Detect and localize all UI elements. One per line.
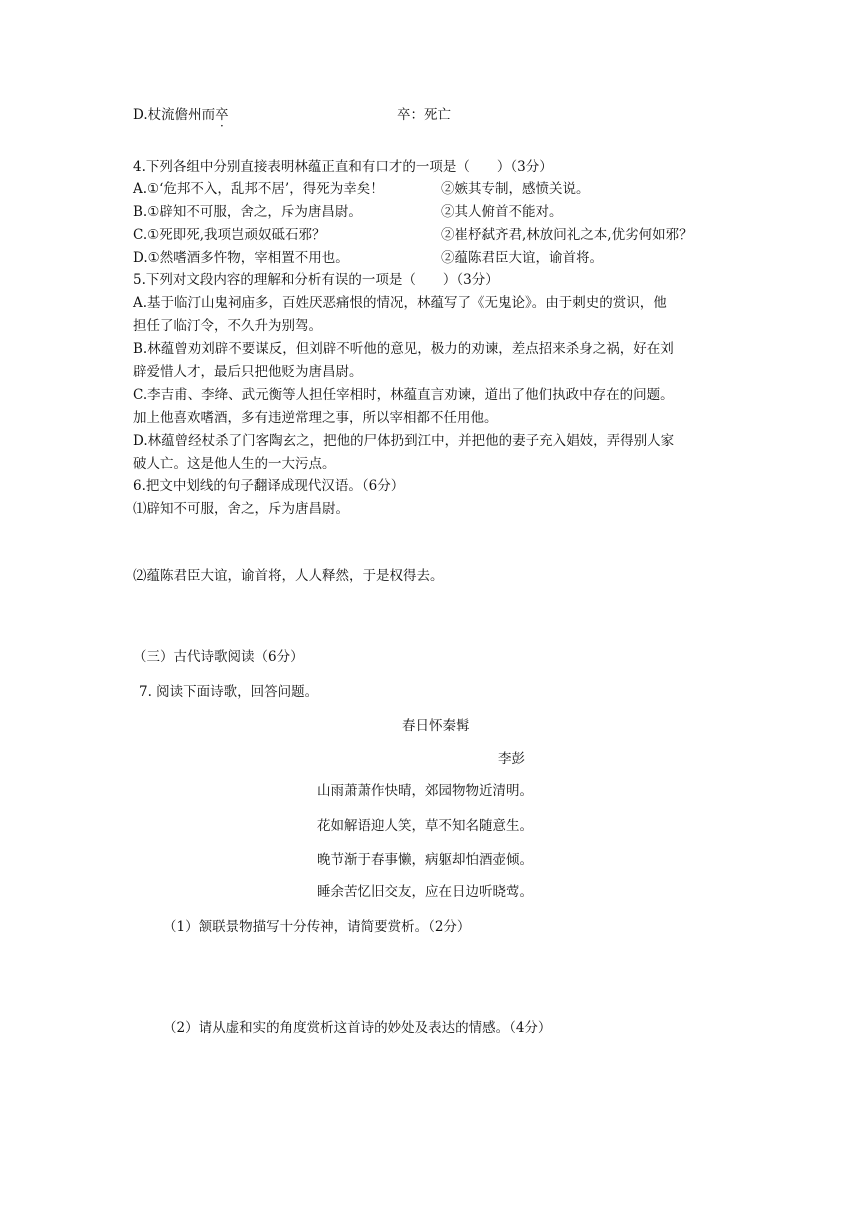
q4-stem: 4.下列各组中分别直接表明林蕴正直和有口才的一项是（ ）（3分） bbox=[133, 159, 553, 175]
q5-line: B.林蕴曾劝刘辟不要谋反，但刘辟不听他的意见，极力的劝谏，差点招来杀身之祸，好在刘 bbox=[133, 341, 674, 357]
q4-option-c2: ②崔杼弑齐君,林放问礼之本,优劣何如邪？ bbox=[441, 227, 693, 243]
q5-line: 破人亡。这是他人生的一大污点。 bbox=[133, 456, 336, 472]
q4-option-c1: C.①死即死,我项岂顽奴砥石邪？ bbox=[133, 227, 326, 243]
poem-line: 睡余苦忆旧交友，应在日边听晓莺。 bbox=[317, 884, 533, 900]
q4-option-a1: A.①‘危邦不入，乱邦不居’，得死为幸矣！ bbox=[133, 181, 384, 197]
q3-option-d bbox=[133, 105, 229, 125]
q7-stem: 7. 阅读下面诗歌，回答问题。 bbox=[139, 684, 319, 700]
q4-option-b2: ②其人俯首不能对。 bbox=[441, 204, 563, 220]
q4-option-d2: ②蕴陈君臣大谊，谕首将。 bbox=[441, 250, 603, 266]
q6-stem: 6.把文中划线的句子翻译成现代汉语。（6分） bbox=[133, 478, 405, 494]
q3-option-d-gloss: 卒：死亡 bbox=[397, 107, 451, 123]
q7-sub-2: （2）请从虚和实的角度赏析这首诗的妙处及表达的情感。（4分） bbox=[163, 1020, 552, 1036]
q3-option-d-text: D.杖流儋州而 bbox=[133, 107, 216, 123]
poem-title: 春日怀秦髯 bbox=[402, 718, 470, 734]
poem-line: 花如解语迎人笑，草不知名随意生。 bbox=[317, 818, 533, 834]
q4-option-a2: ②嫉其专制，感愤关说。 bbox=[441, 181, 590, 197]
q5-line: 担任了临汀令，不久升为别驾。 bbox=[133, 318, 322, 334]
q6-sentence-2: ⑵蕴陈君臣大谊，谕首将，人人释然，于是权得去。 bbox=[133, 568, 444, 584]
q4-option-b1: B.①辟知不可服，舍之，斥为唐昌尉。 bbox=[133, 204, 362, 220]
q5-line: C.李吉甫、李绛、武元衡等人担任宰相时，林蕴直言劝谏，道出了他们执政中存在的问题。 bbox=[133, 387, 674, 403]
q5-stem: 5.下列对文段内容的理解和分析有误的一项是（ ）（3分） bbox=[133, 272, 499, 288]
q5-line: 加上他喜欢嗜酒，多有违逆常理之事，所以宰相都不任用他。 bbox=[133, 410, 498, 426]
poem-author: 李彭 bbox=[498, 751, 525, 767]
q6-sentence-1: ⑴辟知不可服，舍之，斥为唐昌尉。 bbox=[133, 501, 349, 517]
poem-line: 晚节渐于春事懒，病躯却怕酒壶倾。 bbox=[317, 852, 533, 868]
q7-sub-1: （1）颔联景物描写十分传神，请简要赏析。（2分） bbox=[163, 919, 471, 935]
section-heading: （三）古代诗歌阅读（6分） bbox=[133, 649, 304, 665]
q5-line: A.基于临汀山鬼祠庙多，百姓厌恶痛恨的情况，林蕴写了《无鬼论》。由于刺史的赏识，他 bbox=[133, 295, 667, 311]
poem-line: 山雨萧萧作快晴，郊园物物近清明。 bbox=[317, 783, 533, 799]
q5-line: 辟爱惜人才，最后只把他贬为唐昌尉。 bbox=[133, 364, 363, 380]
emphasis-char: 卒 bbox=[215, 107, 229, 123]
q5-line: D.林蕴曾经杖杀了门客陶玄之，把他的尸体扔到江中，并把他的妻子充入娼妓，弄得别人家 bbox=[133, 433, 675, 449]
q4-option-d1: D.①然嗜酒多忤物，宰相置不用也。 bbox=[133, 250, 349, 266]
